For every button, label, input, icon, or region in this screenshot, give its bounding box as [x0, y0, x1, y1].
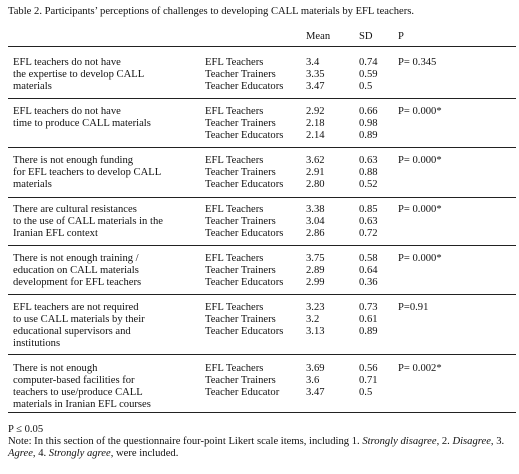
group-label: Teacher Educators [205, 179, 284, 190]
statement-line: materials [13, 81, 52, 92]
p-value: P= 0.000* [398, 253, 442, 264]
mean-value: 3.35 [306, 69, 325, 80]
sd-column [359, 302, 378, 338]
table-bottom-rule [8, 412, 516, 413]
group-label: Teacher Trainers [205, 118, 276, 129]
mean-value: 2.99 [306, 277, 325, 288]
challenge-statement [13, 253, 193, 289]
mean-column [306, 302, 325, 338]
mean-column [306, 155, 325, 191]
mean-value: 2.80 [306, 179, 325, 190]
sd-value: 0.71 [359, 375, 378, 386]
row-divider [8, 197, 516, 198]
mean-value: 3.62 [306, 155, 325, 166]
row-divider [8, 98, 516, 99]
mean-value: 2.86 [306, 228, 325, 239]
likert-note-cont: Agree, 4. Strongly agree, were included. [8, 448, 179, 459]
group-label: Teacher Trainers [205, 69, 276, 80]
table-footer [8, 424, 518, 460]
p-value: P=0.91 [398, 302, 429, 313]
mean-value: 3.6 [306, 375, 320, 386]
sd-value: 0.73 [359, 302, 378, 313]
statement-line: computer-based facilities for [13, 375, 135, 386]
mean-value: 2.18 [306, 118, 325, 129]
mean-column [306, 106, 325, 142]
sd-column [359, 204, 378, 240]
mean-column [306, 253, 325, 289]
mean-value: 3.69 [306, 363, 325, 374]
group-label: EFL Teachers [205, 106, 264, 117]
sd-column [359, 253, 378, 289]
mean-column [306, 57, 325, 93]
mean-value: 3.13 [306, 326, 325, 337]
group-label: EFL Teachers [205, 204, 264, 215]
sd-column [359, 57, 378, 93]
challenge-statement [13, 57, 193, 93]
group-label: Teacher Educators [205, 277, 284, 288]
group-column [205, 106, 283, 142]
statement-line: There is not enough training / [13, 253, 139, 264]
statement-line: materials [13, 179, 52, 190]
statement-line: There is not enough funding [13, 155, 134, 166]
sd-value: 0.72 [359, 228, 378, 239]
statement-line: EFL teachers are not required [13, 302, 139, 313]
sd-value: 0.58 [359, 253, 378, 264]
sd-column [359, 106, 378, 142]
group-label: EFL Teachers [205, 302, 264, 313]
mean-value: 3.47 [306, 81, 325, 92]
statement-line: to use CALL materials by their [13, 314, 145, 325]
statement-line: educational supervisors and [13, 326, 131, 337]
table-caption: Table 2. Participants’ perceptions of challenges to developing CALL materials by EFL teachers. [8, 6, 415, 17]
statement-line: development for EFL teachers [13, 277, 142, 288]
group-label: Teacher Trainers [205, 314, 276, 325]
sd-value: 0.56 [359, 363, 378, 374]
sd-value: 0.5 [359, 387, 373, 398]
challenge-statement [13, 363, 193, 411]
group-label: Teacher Educators [205, 228, 284, 239]
header-sd: SD [359, 31, 373, 42]
sd-value: 0.85 [359, 204, 378, 215]
statement-line: There are cultural resistances [13, 204, 137, 215]
group-label: Teacher Trainers [205, 375, 276, 386]
statement-line: Iranian EFL context [13, 228, 98, 239]
challenge-statement [13, 155, 193, 191]
p-value: P= 0.000* [398, 155, 442, 166]
p-value: P= 0.002* [398, 363, 442, 374]
statement-line: for EFL teachers to develop CALL [13, 167, 162, 178]
sd-value: 0.63 [359, 155, 378, 166]
p-value: P= 0.000* [398, 106, 442, 117]
group-label: Teacher Trainers [205, 265, 276, 276]
statement-line: time to produce CALL materials [13, 118, 151, 129]
mean-column [306, 363, 325, 399]
sd-column [359, 363, 378, 399]
group-label: Teacher Educators [205, 130, 284, 141]
mean-value: 3.2 [306, 314, 320, 325]
header-rule [8, 46, 516, 47]
statement-line: the expertise to develop CALL [13, 69, 145, 80]
mean-value: 3.4 [306, 57, 320, 68]
sd-value: 0.89 [359, 326, 378, 337]
challenge-statement [13, 106, 193, 130]
p-value: P= 0.345 [398, 57, 437, 68]
sd-value: 0.61 [359, 314, 378, 325]
mean-value: 2.92 [306, 106, 325, 117]
sd-value: 0.98 [359, 118, 378, 129]
group-label: EFL Teachers [205, 57, 264, 68]
group-column [205, 155, 283, 191]
mean-value: 2.14 [306, 130, 325, 141]
mean-value: 3.75 [306, 253, 325, 264]
group-label: EFL Teachers [205, 155, 264, 166]
sd-value: 0.52 [359, 179, 378, 190]
group-label: EFL Teachers [205, 363, 264, 374]
sd-value: 0.64 [359, 265, 378, 276]
statement-line: There is not enough [13, 363, 98, 374]
challenge-statement [13, 302, 193, 350]
group-column [205, 57, 283, 93]
sd-column [359, 155, 378, 191]
group-label: Teacher Educators [205, 326, 284, 337]
row-divider [8, 245, 516, 246]
sd-value: 0.63 [359, 216, 378, 227]
statement-line: teachers to use/produce CALL [13, 387, 143, 398]
sd-value: 0.5 [359, 81, 373, 92]
mean-value: 3.38 [306, 204, 325, 215]
sd-value: 0.36 [359, 277, 378, 288]
statement-line: EFL teachers do not have [13, 106, 121, 117]
statement-line: education on CALL materials [13, 265, 139, 276]
statement-line: materials in Iranian EFL courses [13, 399, 151, 410]
group-column [205, 302, 283, 338]
sd-value: 0.89 [359, 130, 378, 141]
sd-value: 0.59 [359, 69, 378, 80]
likert-note: Note: In this section of the questionnaire four-point Likert scale items, including 1. Strongly disagree, 2. Disagree, 3. [8, 436, 505, 447]
mean-value: 3.23 [306, 302, 325, 313]
mean-column [306, 204, 325, 240]
mean-value: 2.91 [306, 167, 325, 178]
mean-value: 2.89 [306, 265, 325, 276]
row-divider [8, 147, 516, 148]
header-p: P [398, 31, 404, 42]
statement-line: EFL teachers do not have [13, 57, 121, 68]
group-column [205, 253, 283, 289]
header-mean: Mean [306, 31, 331, 42]
mean-value: 3.47 [306, 387, 325, 398]
group-label: Teacher Educators [205, 81, 284, 92]
mean-value: 3.04 [306, 216, 325, 227]
p-value: P= 0.000* [398, 204, 442, 215]
sd-value: 0.88 [359, 167, 378, 178]
sd-value: 0.66 [359, 106, 378, 117]
row-divider [8, 294, 516, 295]
group-label: EFL Teachers [205, 253, 264, 264]
challenge-statement [13, 204, 193, 240]
group-column [205, 363, 279, 399]
statement-line: to the use of CALL materials in the [13, 216, 163, 227]
group-label: Teacher Trainers [205, 167, 276, 178]
group-column [205, 204, 283, 240]
row-divider [8, 354, 516, 355]
group-label: Teacher Trainers [205, 216, 276, 227]
sd-value: 0.74 [359, 57, 378, 68]
group-label: Teacher Educator [205, 387, 280, 398]
statement-line: institutions [13, 338, 61, 349]
significance-note: P ≤ 0.05 [8, 424, 44, 435]
